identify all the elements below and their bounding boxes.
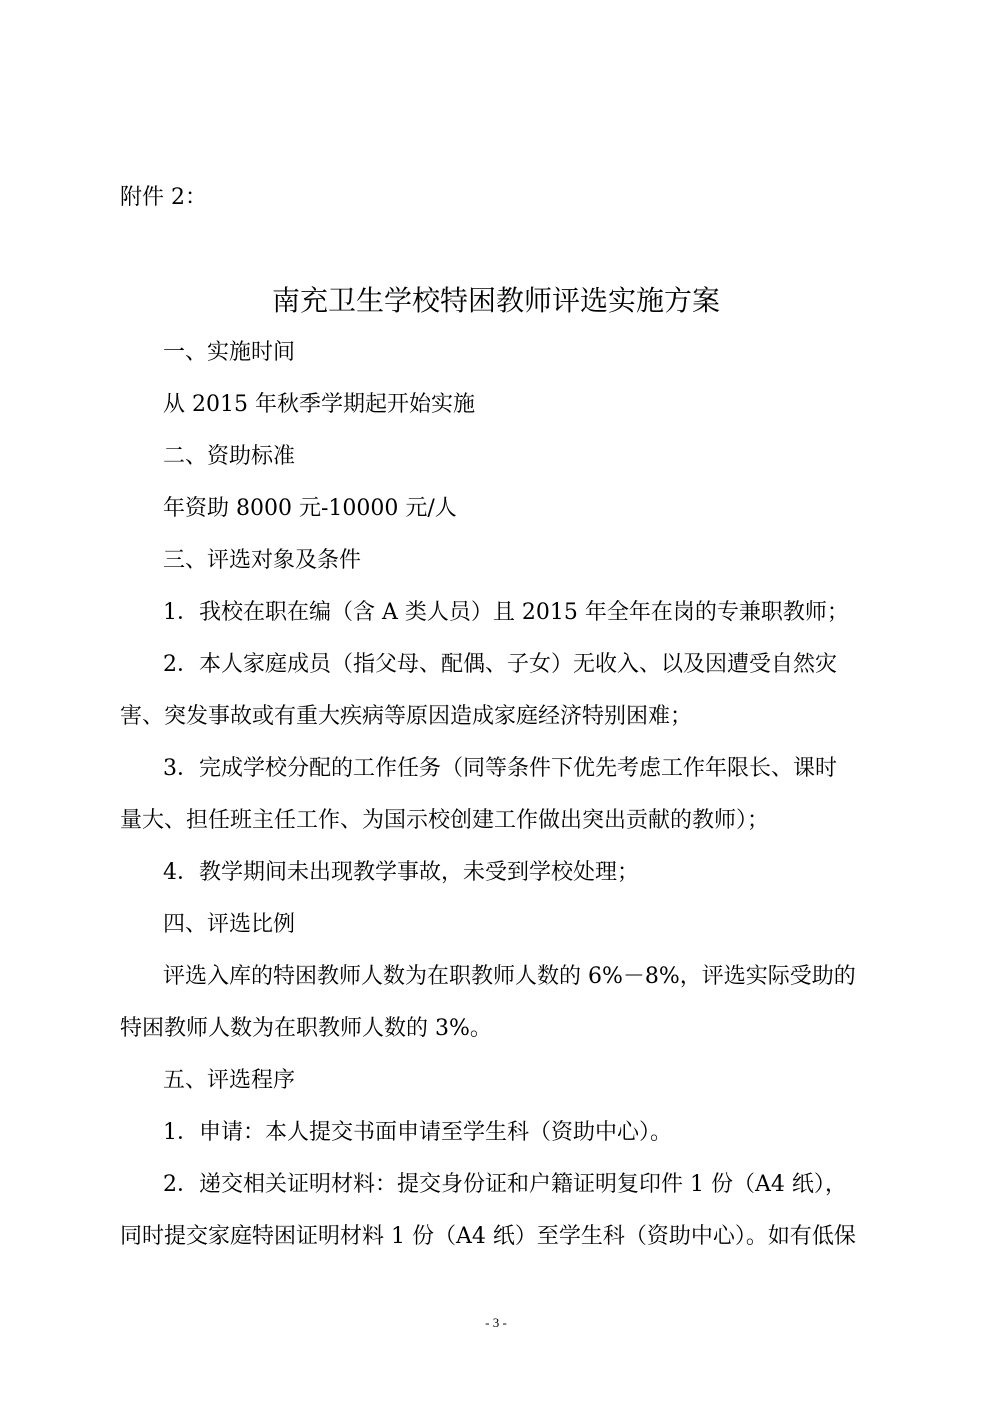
criteria-item-2-line-2: 害、突发事故或有重大疾病等原因造成家庭经济特别困难； xyxy=(120,704,693,729)
attachment-label: 附件 2： xyxy=(120,185,207,210)
section-heading-funding-standard: 二、资助标准 xyxy=(163,444,296,469)
page-number: - 3 - xyxy=(485,1315,507,1330)
criteria-item-1: 1．我校在职在编（含 A 类人员）且 2015 年全年在岗的专兼职教师； xyxy=(163,600,849,625)
implementation-time-text: 从 2015 年秋季学期起开始实施 xyxy=(163,392,475,417)
document-title: 南充卫生学校特困教师评选实施方案 xyxy=(271,284,720,317)
section-heading-selection-criteria: 三、评选对象及条件 xyxy=(163,548,362,573)
criteria-item-3-line-1: 3．完成学校分配的工作任务（同等条件下优先考虑工作年限长、课时 xyxy=(163,756,837,781)
criteria-item-2-line-1: 2．本人家庭成员（指父母、配偶、子女）无收入、以及因遭受自然灾 xyxy=(163,652,837,677)
selection-ratio-line-2: 特困教师人数为在职教师人数的 3%。 xyxy=(120,1016,492,1041)
section-heading-implementation-time: 一、实施时间 xyxy=(163,340,296,365)
section-heading-selection-ratio: 四、评选比例 xyxy=(163,912,296,937)
criteria-item-3-line-2: 量大、担任班主任工作、为国示校创建工作做出突出贡献的教师）； xyxy=(120,808,770,833)
procedure-item-2-line-2: 同时提交家庭特困证明材料 1 份（A4 纸）至学生科（资助中心）。如有低保 xyxy=(120,1224,856,1249)
procedure-item-1: 1．申请：本人提交书面申请至学生科（资助中心）。 xyxy=(163,1120,672,1145)
funding-standard-text: 年资助 8000 元-10000 元/人 xyxy=(163,496,457,521)
criteria-item-4: 4．教学期间未出现教学事故，未受到学校处理； xyxy=(163,860,639,885)
selection-ratio-line-1: 评选入库的特困教师人数为在职教师人数的 6%－8%，评选实际受助的 xyxy=(163,964,856,989)
procedure-item-2-line-1: 2．递交相关证明材料：提交身份证和户籍证明复印件 1 份（A4 纸）， xyxy=(163,1172,847,1197)
section-heading-selection-procedure: 五、评选程序 xyxy=(163,1068,296,1093)
